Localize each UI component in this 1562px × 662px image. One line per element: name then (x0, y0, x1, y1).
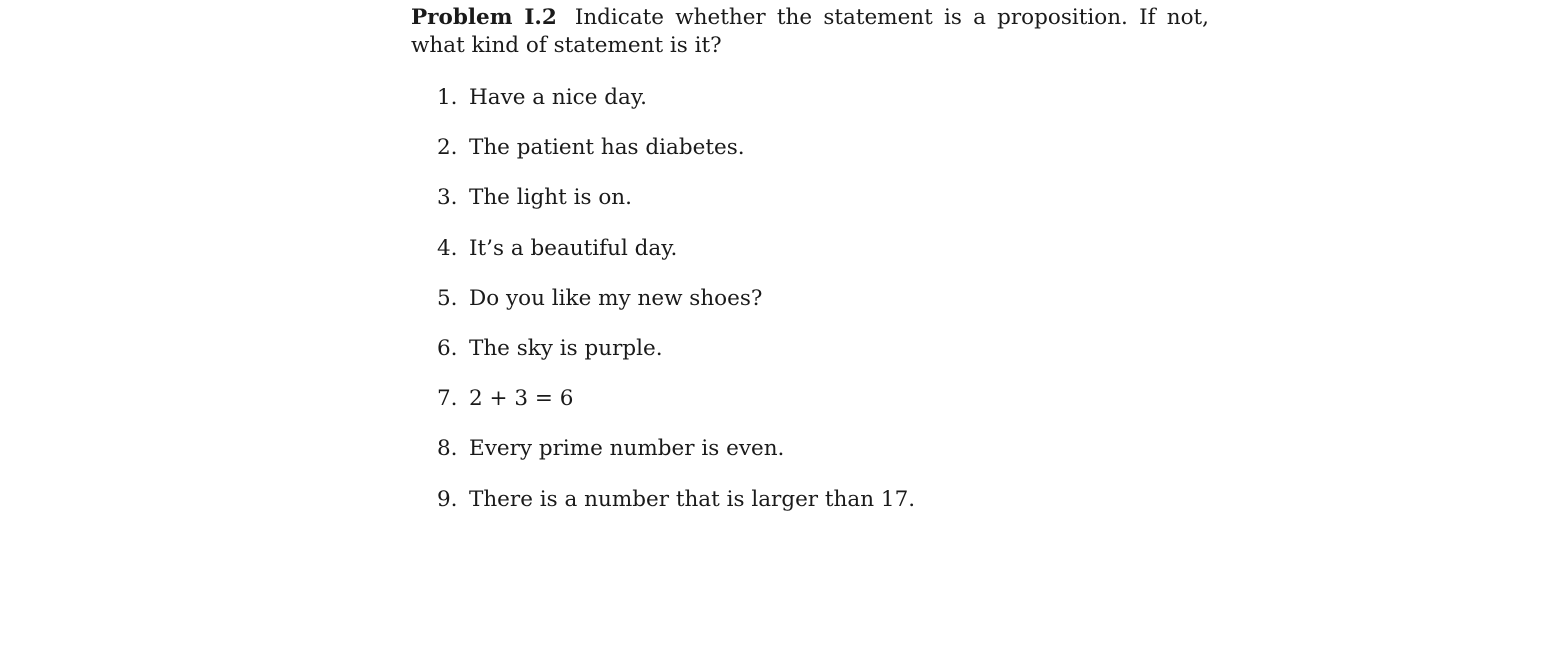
item-text: Every prime number is even. (469, 436, 785, 462)
list-item (437, 84, 915, 134)
item-number: 6. (437, 335, 458, 361)
problem-title: Problem I.2 (411, 5, 557, 30)
list-item (437, 486, 915, 536)
item-text: 2 + 3 = 6 (469, 386, 574, 412)
problem-statement (411, 4, 1209, 60)
item-text: Do you like my new shoes? (469, 285, 763, 311)
list-item (437, 385, 915, 435)
item-number: 4. (437, 235, 458, 261)
list-item (437, 285, 915, 335)
statement-list (437, 84, 915, 536)
item-text: It’s a beautiful day. (469, 235, 678, 261)
problem-prompt: Indicate whether the statement is a proposition. If not, what kind of statement is it? (411, 5, 1210, 58)
item-number: 3. (437, 185, 458, 211)
item-number: 8. (437, 436, 458, 462)
item-text: The patient has diabetes. (469, 135, 745, 161)
item-text: There is a number that is larger than 17. (469, 486, 916, 512)
item-number: 7. (437, 386, 458, 412)
item-text: The sky is purple. (469, 335, 663, 361)
item-number: 2. (437, 135, 458, 161)
item-number: 1. (437, 85, 458, 110)
item-text: The light is on. (469, 185, 632, 211)
item-number: 9. (437, 486, 458, 512)
item-number: 5. (437, 285, 458, 311)
list-item (437, 335, 915, 385)
list-item (437, 184, 915, 234)
item-text: Have a nice day. (469, 85, 647, 110)
list-item (437, 435, 915, 485)
list-item (437, 235, 915, 285)
list-item (437, 134, 915, 184)
